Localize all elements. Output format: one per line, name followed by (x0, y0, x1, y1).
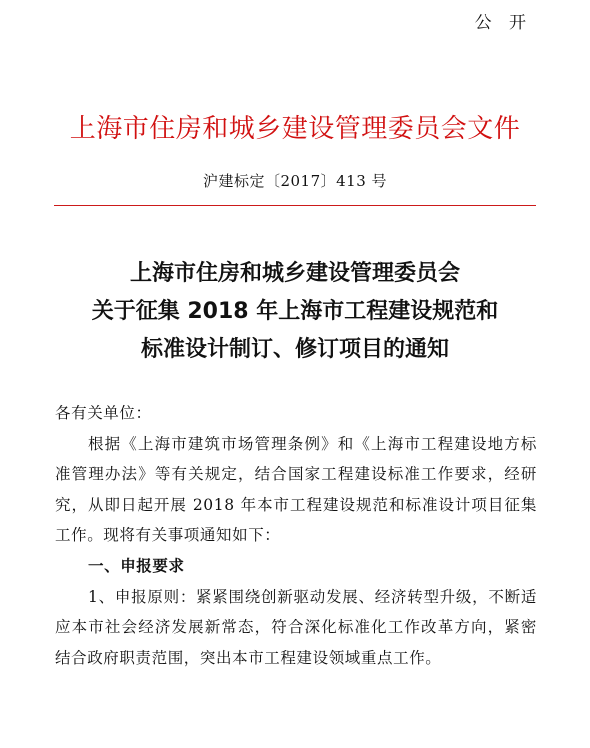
salutation: 各有关单位： (55, 404, 152, 422)
issuer-header-title: 上海市住房和城乡建设管理委员会文件 (69, 114, 521, 144)
notice-title (0, 255, 590, 369)
notice-title-line-3: 标准设计制订、修订项目的通知 (140, 337, 449, 362)
body-paragraph-1: 根据《上海市建筑市场管理条例》和《上海市工程建设地方标准管理办法》等有关规定，结合国家工程建设标准工作要求，经研究，从即日起开展 2018 年本市工程建设规范和标准设计项目征集工作。现将有关事项通知如下： (55, 434, 537, 545)
section-heading-1: 一、申报要求 (88, 556, 185, 575)
document-number: 沪建标定〔2017〕413 号 (202, 172, 388, 190)
disclosure-label: 公 开 (474, 13, 532, 33)
notice-title-line-1: 上海市住房和城乡建设管理委员会 (129, 261, 460, 286)
notice-title-line-2: 关于征集 2018 年上海市工程建设规范和 (91, 299, 499, 324)
red-divider-line (54, 205, 536, 206)
body-paragraph-2: 1、申报原则：紧紧围绕创新驱动发展、经济转型升级，不断适应本市社会经济发展新常态，符合深化标准化工作改革方向，紧密结合政府职责范围，突出本市工程建设领域重点工作。 (55, 587, 537, 667)
notice-body (55, 398, 537, 673)
